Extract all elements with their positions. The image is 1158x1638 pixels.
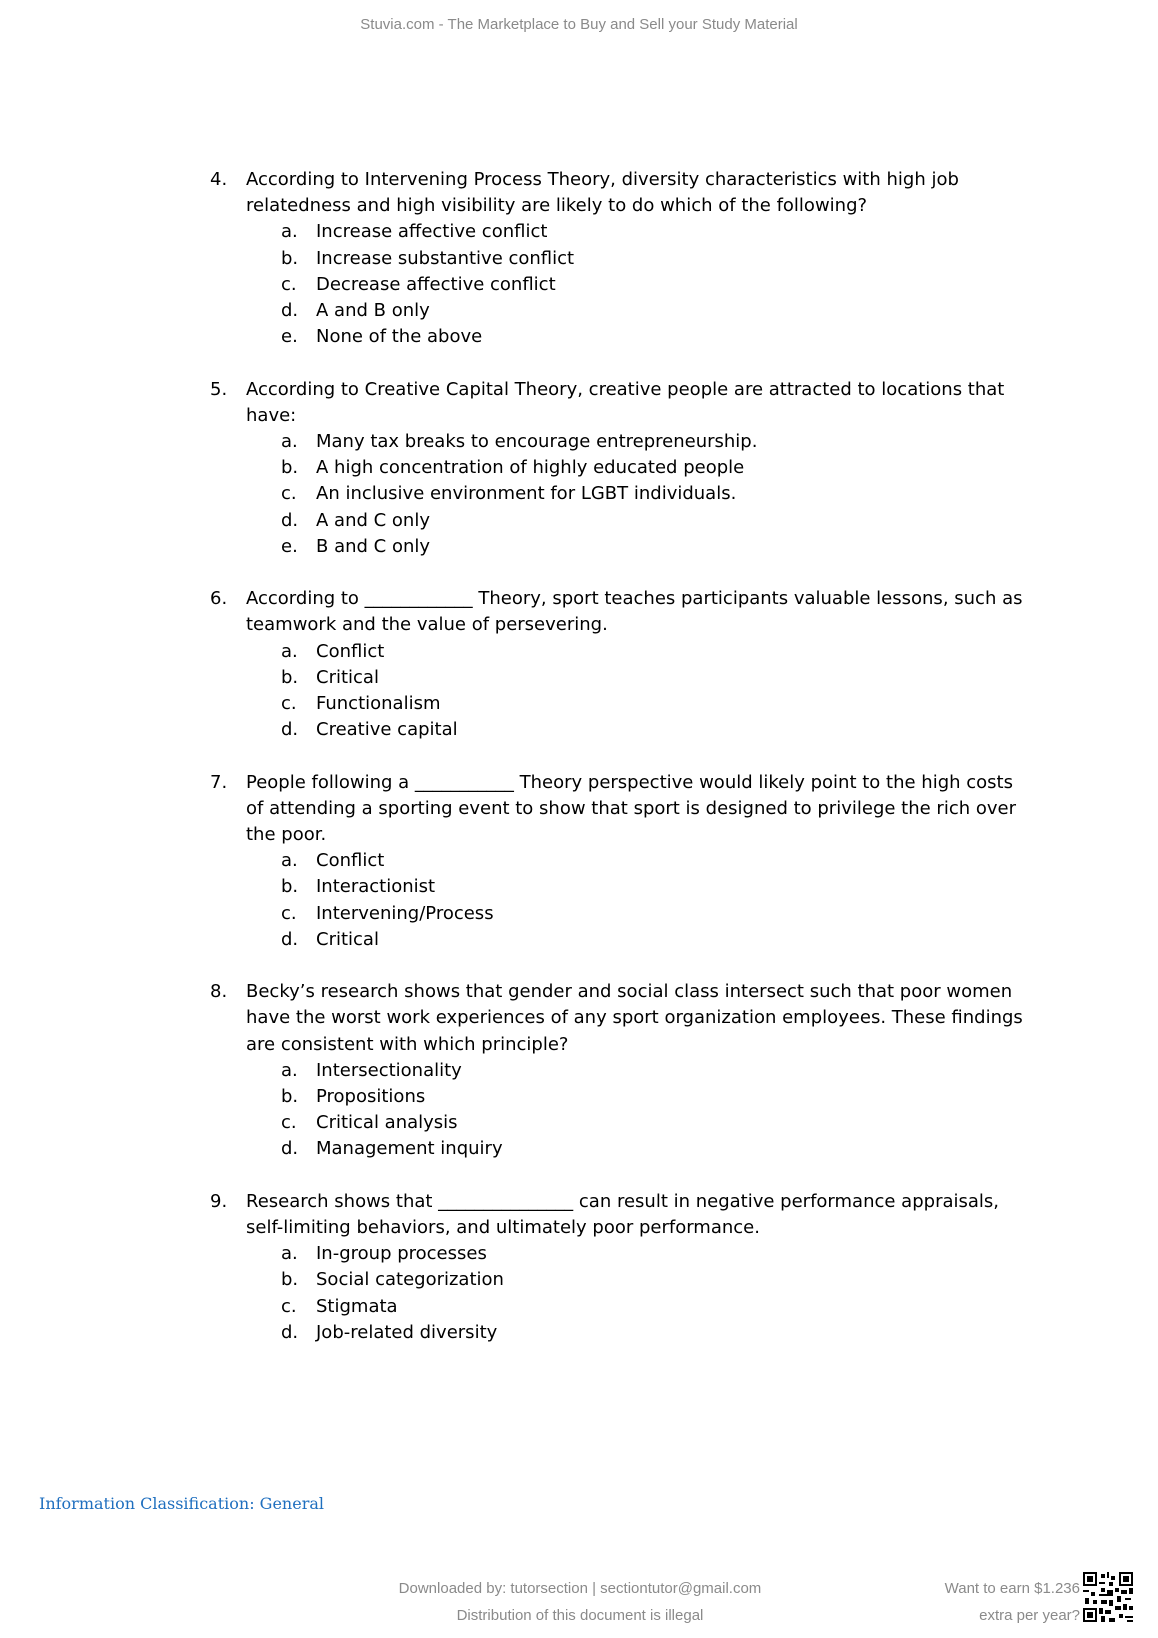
option-text: Stigmata xyxy=(316,1295,398,1317)
option-item xyxy=(246,1110,1030,1136)
option-letter: c. xyxy=(281,1112,297,1134)
question-text: According to ____________ Theory, sport teaches participants valuable lessons, such as teamwork and the value of persevering. xyxy=(246,588,1023,636)
option-letter: b. xyxy=(281,1086,299,1108)
option-list xyxy=(246,1058,1030,1163)
option-letter: d. xyxy=(281,719,299,741)
option-text: Intersectionality xyxy=(316,1059,462,1081)
option-text: None of the above xyxy=(316,326,483,348)
option-item xyxy=(246,874,1030,900)
option-letter: d. xyxy=(281,1138,299,1160)
option-item xyxy=(246,455,1030,481)
question-9 xyxy=(210,1189,1030,1346)
question-number: 4. xyxy=(210,169,228,190)
option-letter: e. xyxy=(281,326,298,348)
option-item xyxy=(246,691,1030,717)
question-text: According to Intervening Process Theory, diversity characteristics with high job relatedness and high visibility are likely to do which of the following? xyxy=(246,169,959,217)
question-8 xyxy=(210,979,1030,1162)
option-item xyxy=(246,534,1030,560)
option-letter: d. xyxy=(281,928,299,950)
option-item xyxy=(246,717,1030,743)
option-text: A and B only xyxy=(316,300,430,322)
earn-line-1[interactable]: Want to earn $1.236 xyxy=(944,1580,1080,1597)
question-text: People following a ___________ Theory perspective would likely point to the high costs of attending a sporting event to show that sport is designed to privilege the rich over the poor. xyxy=(246,771,1016,846)
option-item xyxy=(246,639,1030,665)
option-text: Critical analysis xyxy=(316,1112,458,1134)
option-list xyxy=(246,848,1030,953)
option-text: Social categorization xyxy=(316,1269,504,1291)
option-letter: c. xyxy=(281,273,297,295)
option-list xyxy=(246,639,1030,744)
option-list xyxy=(246,1241,1030,1346)
option-text: Many tax breaks to encourage entrepreneurship. xyxy=(316,431,758,453)
option-letter: c. xyxy=(281,483,297,505)
option-letter: b. xyxy=(281,1269,299,1291)
option-letter: b. xyxy=(281,247,299,269)
option-letter: c. xyxy=(281,1295,297,1317)
option-letter: b. xyxy=(281,876,299,898)
option-item xyxy=(246,219,1030,245)
option-text: Creative capital xyxy=(316,719,458,741)
page-header: Stuvia.com - The Marketplace to Buy and Sell your Study Material xyxy=(360,16,798,33)
option-letter: d. xyxy=(281,509,299,531)
classification-label: Information Classification: General xyxy=(39,1494,325,1513)
question-4 xyxy=(210,167,1030,350)
option-item xyxy=(246,1136,1030,1162)
option-text: Increase affective conflict xyxy=(316,221,548,243)
option-text: Critical xyxy=(316,928,379,950)
option-text: In-group processes xyxy=(316,1243,487,1265)
option-text: An inclusive environment for LGBT individuals. xyxy=(316,483,737,505)
question-number: 7. xyxy=(210,771,228,793)
question-5 xyxy=(210,377,1030,560)
option-letter: b. xyxy=(281,457,299,479)
footer-download-info xyxy=(330,1575,830,1629)
question-list xyxy=(210,167,1030,1372)
option-item xyxy=(246,848,1030,874)
option-letter: a. xyxy=(281,1243,298,1265)
earn-line-2[interactable]: extra per year? xyxy=(979,1607,1080,1624)
qr-code-icon[interactable] xyxy=(1083,1572,1133,1622)
option-item xyxy=(246,246,1030,272)
option-text: A high concentration of highly educated people xyxy=(316,457,745,479)
option-item xyxy=(246,1058,1030,1084)
option-item xyxy=(246,1241,1030,1267)
question-number: 6. xyxy=(210,588,228,610)
option-text: A and C only xyxy=(316,509,430,531)
option-letter: a. xyxy=(281,431,298,453)
option-letter: a. xyxy=(281,1059,298,1081)
question-text: According to Creative Capital Theory, creative people are attracted to locations that have: xyxy=(246,378,1005,426)
question-text: Becky’s research shows that gender and social class intersect such that poor women have the worst work experiences of any sport organization employees. These findings are consistent with which principle? xyxy=(246,981,1023,1055)
option-item xyxy=(246,272,1030,298)
option-letter: c. xyxy=(281,902,297,924)
option-letter: a. xyxy=(281,850,298,872)
option-letter: d. xyxy=(281,1321,299,1343)
option-text: Critical xyxy=(316,666,379,688)
question-number: 5. xyxy=(210,378,228,400)
option-text: Decrease affective conflict xyxy=(316,273,556,295)
option-item xyxy=(246,1294,1030,1320)
question-text: Research shows that _______________ can result in negative performance appraisals, self-limiting behaviors, and ultimately poor performance. xyxy=(246,1190,1000,1239)
option-text: Propositions xyxy=(316,1086,426,1108)
option-item xyxy=(246,324,1030,350)
option-list xyxy=(246,429,1030,560)
option-letter: a. xyxy=(281,221,298,243)
option-text: Functionalism xyxy=(316,693,441,715)
question-7 xyxy=(210,770,1030,953)
option-item xyxy=(246,481,1030,507)
option-letter: c. xyxy=(281,693,297,715)
question-6 xyxy=(210,586,1030,743)
option-item xyxy=(246,1084,1030,1110)
option-item xyxy=(246,927,1030,953)
option-letter: e. xyxy=(281,535,298,557)
option-text: Management inquiry xyxy=(316,1138,503,1160)
option-text: Conflict xyxy=(316,640,385,662)
downloaded-by-text: Downloaded by: tutorsection | sectiontutor@gmail.com xyxy=(398,1580,762,1597)
option-letter: d. xyxy=(281,300,299,322)
option-letter: b. xyxy=(281,666,299,688)
option-item xyxy=(246,1267,1030,1293)
option-item xyxy=(246,508,1030,534)
option-text: Interactionist xyxy=(316,876,436,898)
option-text: Job-related diversity xyxy=(316,1321,498,1343)
option-list xyxy=(246,219,1030,350)
option-item xyxy=(246,1320,1030,1346)
option-item xyxy=(246,429,1030,455)
option-letter: a. xyxy=(281,640,298,662)
option-text: Increase substantive conflict xyxy=(316,247,575,269)
option-text: Intervening/Process xyxy=(316,902,494,924)
distribution-notice: Distribution of this document is illegal xyxy=(456,1607,704,1624)
option-item xyxy=(246,665,1030,691)
option-text: B and C only xyxy=(316,535,431,557)
option-text: Conflict xyxy=(316,850,385,872)
question-number: 8. xyxy=(210,981,228,1003)
option-item xyxy=(246,901,1030,927)
earn-promo[interactable] xyxy=(880,1575,1080,1629)
question-number: 9. xyxy=(210,1190,228,1212)
option-item xyxy=(246,298,1030,324)
